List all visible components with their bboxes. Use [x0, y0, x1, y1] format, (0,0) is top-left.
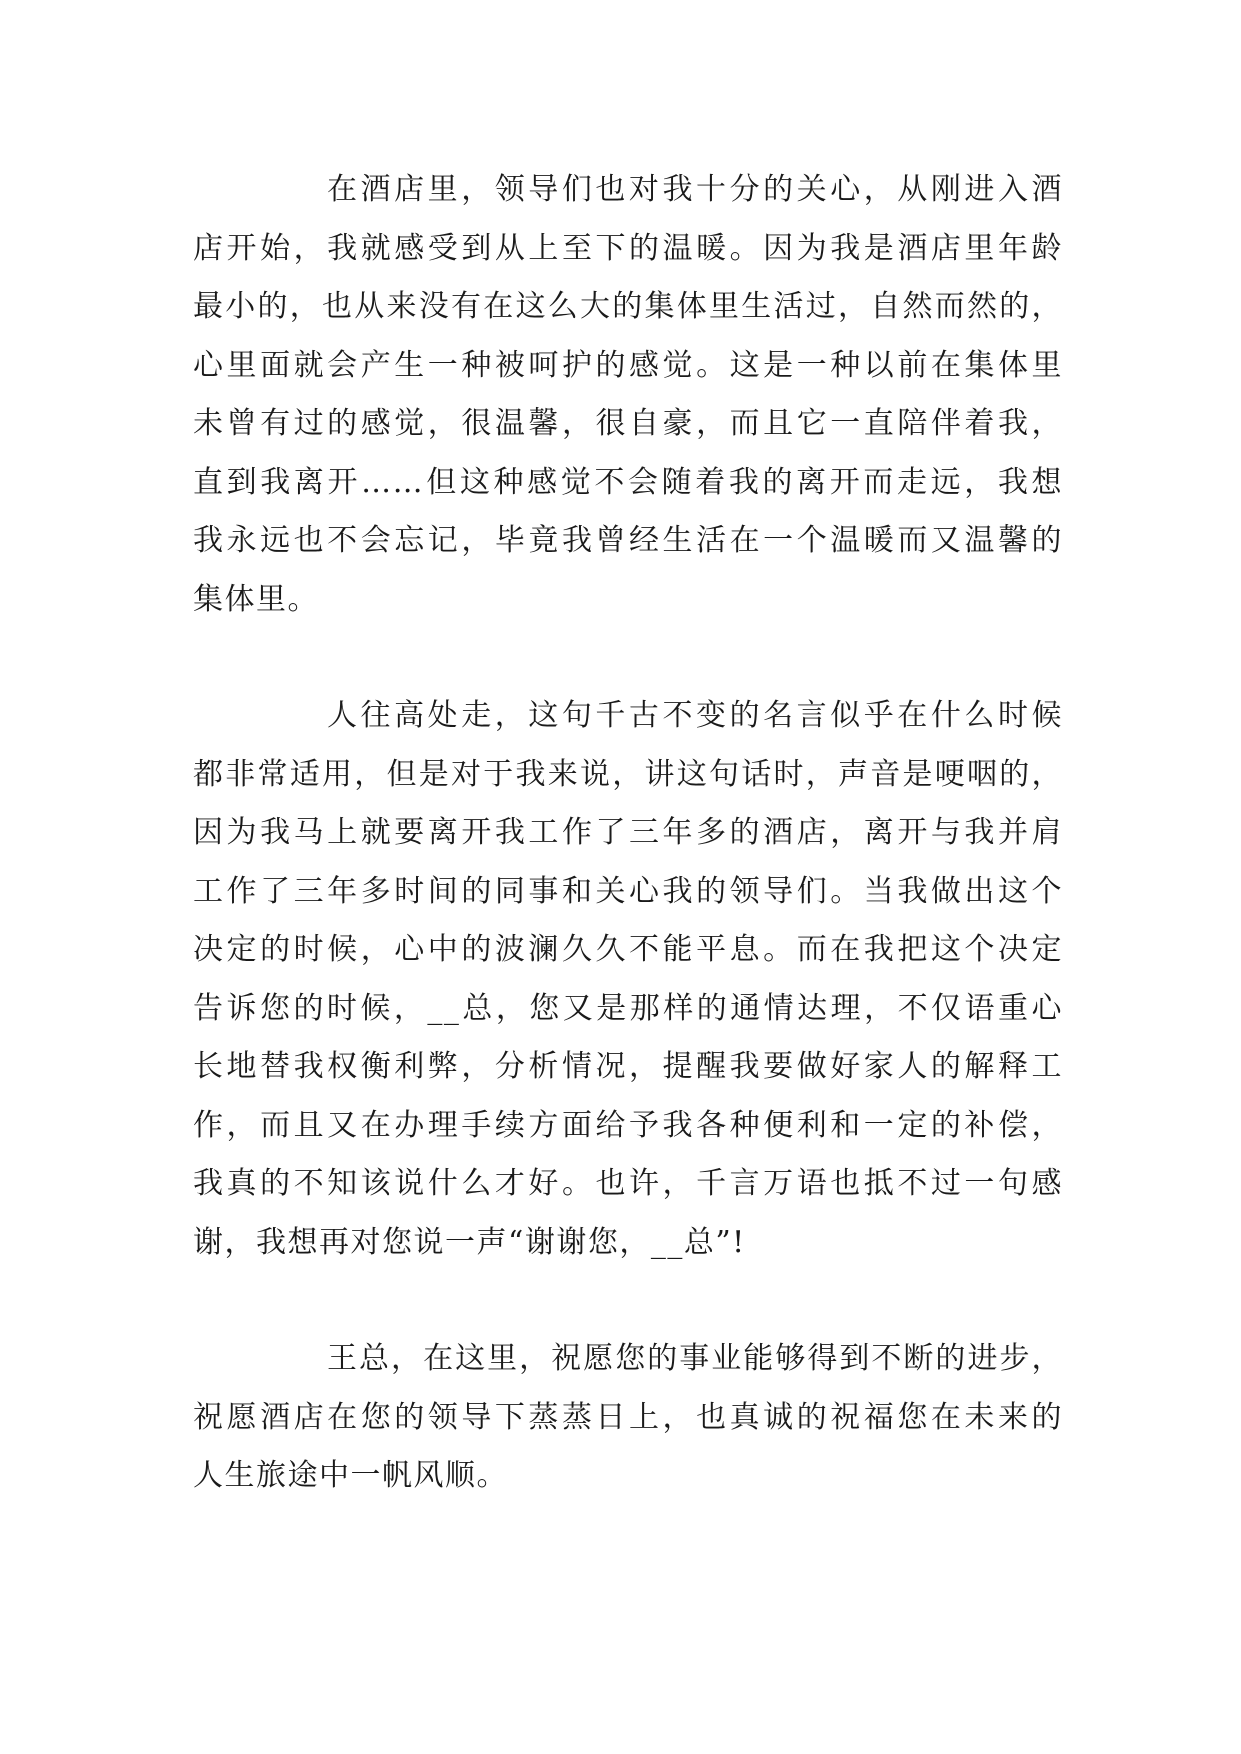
text-line: 集体里。 [193, 581, 319, 617]
text-line: 未曾有过的感觉，很温馨，很自豪，而且它一直陪伴着我， [193, 406, 1063, 441]
text-line: 直到我离开……但这种感觉不会随着我的离开而走远，我想 [193, 464, 1063, 500]
text-line: 人往高处走，这句千古不变的名言似乎在什么时候 [327, 698, 1063, 733]
text-line: 工作了三年多时间的同事和关心我的领导们。当我做出这个 [193, 873, 1063, 909]
text-line: 长地替我权衡利弊，分析情况，提醒我要做好家人的解释工 [193, 1049, 1063, 1084]
paragraph-1 [193, 161, 1063, 629]
paragraph-3 [193, 1330, 1063, 1506]
text-line: 因为我马上就要离开我工作了三年多的酒店，离开与我并肩 [193, 815, 1063, 850]
paragraph-2 [193, 687, 1063, 1272]
text-line: 祝愿酒店在您的领导下蒸蒸日上，也真诚的祝福您在未来的 [193, 1399, 1063, 1435]
text-line: 人生旅途中一帆风顺。 [193, 1458, 508, 1493]
document-body [193, 161, 1063, 1564]
text-line: 心里面就会产生一种被呵护的感觉。这是一种以前在集体里 [193, 347, 1063, 383]
text-line: 谢，我想再对您说一声“谢谢您，__总”! [193, 1224, 746, 1260]
text-line: 作，而且又在办理手续方面给予我各种便利和一定的补偿， [193, 1107, 1063, 1143]
text-line: 在酒店里，领导们也对我十分的关心，从刚进入酒 [327, 172, 1063, 207]
text-line: 店开始，我就感受到从上至下的温暖。因为我是酒店里年龄 [193, 230, 1063, 266]
text-line: 都非常适用，但是对于我来说，讲这句话时，声音是哽咽的， [193, 756, 1063, 792]
text-line: 决定的时候，心中的波澜久久不能平息。而在我把这个决定 [193, 932, 1063, 967]
text-line: 王总，在这里，祝愿您的事业能够得到不断的进步， [327, 1341, 1063, 1376]
text-line: 告诉您的时候，__总，您又是那样的通情达理，不仅语重心 [193, 990, 1063, 1026]
text-line: 最小的，也从来没有在这么大的集体里生活过，自然而然的， [193, 289, 1063, 324]
text-line: 我真的不知该说什么才好。也许，千言万语也抵不过一句感 [193, 1166, 1063, 1201]
text-line: 我永远也不会忘记，毕竟我曾经生活在一个温暖而又温馨的 [193, 523, 1063, 558]
